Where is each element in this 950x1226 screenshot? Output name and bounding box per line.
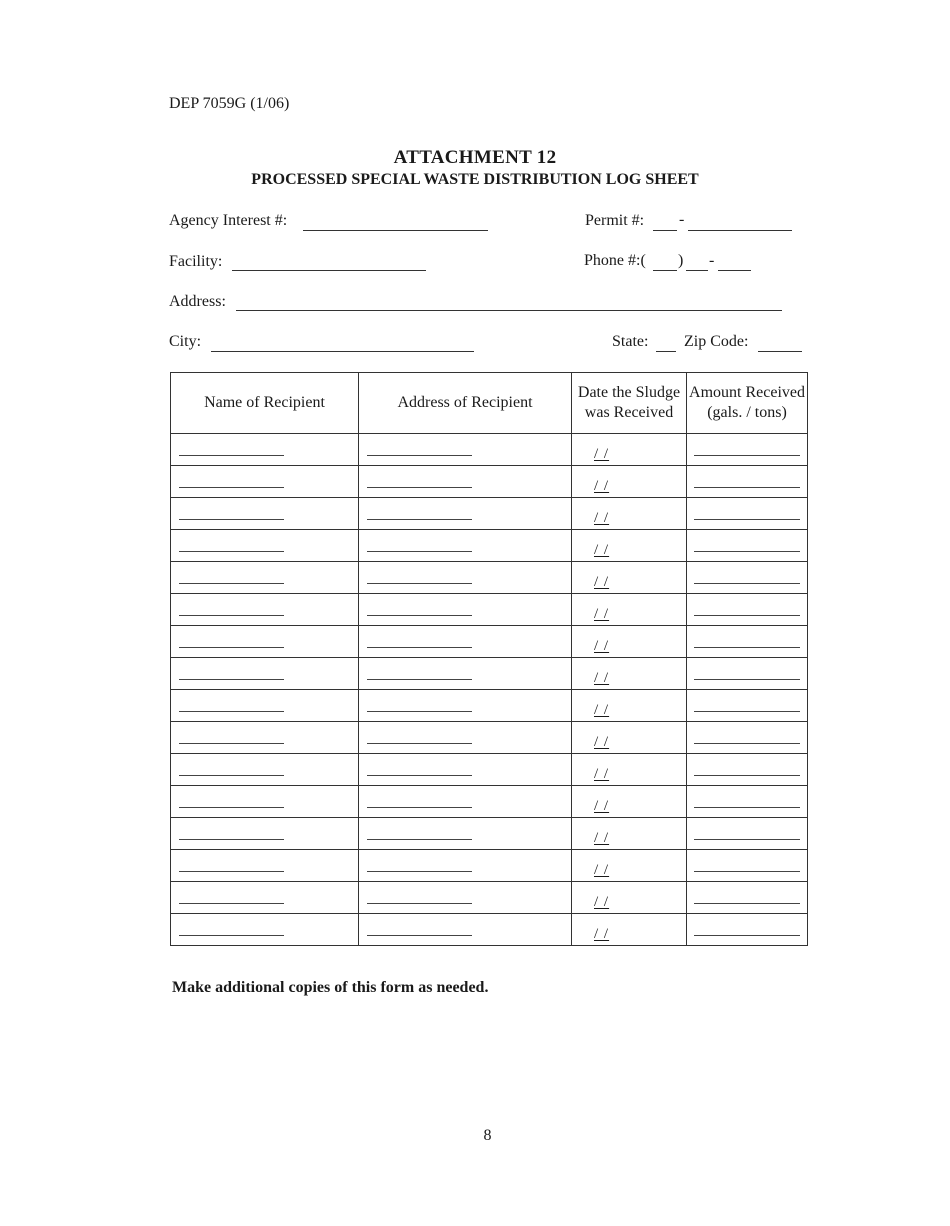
zip-field[interactable] — [758, 351, 802, 352]
date-template: / / — [594, 478, 610, 494]
date-received-cell[interactable] — [572, 850, 687, 882]
recipient-name-cell[interactable] — [171, 690, 359, 722]
recipient-name-blank — [179, 487, 284, 488]
recipient-name-blank — [179, 519, 284, 520]
table-row — [171, 498, 808, 530]
recipient-name-blank — [179, 935, 284, 936]
recipient-name-blank — [179, 743, 284, 744]
recipient-name-cell[interactable] — [171, 626, 359, 658]
recipient-address-cell[interactable] — [359, 658, 572, 690]
recipient-address-blank — [367, 711, 472, 712]
recipient-name-cell[interactable] — [171, 434, 359, 466]
date-template: / / — [594, 862, 610, 878]
recipient-address-blank — [367, 647, 472, 648]
distribution-log-table — [170, 372, 808, 946]
zip-label: Zip Code: — [684, 333, 749, 350]
recipient-name-blank — [179, 775, 284, 776]
recipient-address-cell[interactable] — [359, 594, 572, 626]
recipient-address-blank — [367, 743, 472, 744]
date-received-cell[interactable] — [572, 786, 687, 818]
table-row — [171, 850, 808, 882]
date-template: / / — [594, 734, 610, 750]
date-received-cell[interactable] — [572, 914, 687, 946]
amount-received-cell[interactable] — [687, 466, 808, 498]
recipient-name-cell[interactable] — [171, 882, 359, 914]
table-row — [171, 562, 808, 594]
recipient-name-cell[interactable] — [171, 754, 359, 786]
amount-received-cell[interactable] — [687, 850, 808, 882]
recipient-address-blank — [367, 551, 472, 552]
recipient-address-cell[interactable] — [359, 466, 572, 498]
header-amount-received: Amount Received (gals. / tons) — [687, 373, 808, 434]
recipient-name-cell[interactable] — [171, 562, 359, 594]
recipient-address-blank — [367, 615, 472, 616]
date-template: / / — [594, 606, 610, 622]
amount-received-blank — [694, 775, 800, 776]
amount-received-cell[interactable] — [687, 786, 808, 818]
recipient-name-blank — [179, 551, 284, 552]
permit-dash: - — [679, 211, 685, 228]
date-received-cell[interactable] — [572, 818, 687, 850]
amount-received-blank — [694, 455, 800, 456]
facility-field[interactable] — [232, 270, 426, 271]
recipient-address-cell[interactable] — [359, 754, 572, 786]
amount-received-cell[interactable] — [687, 914, 808, 946]
date-received-cell[interactable] — [572, 530, 687, 562]
header-recipient-address: Address of Recipient — [359, 373, 572, 434]
table-row — [171, 658, 808, 690]
state-field[interactable] — [656, 351, 676, 352]
amount-received-blank — [694, 519, 800, 520]
recipient-name-blank — [179, 679, 284, 680]
recipient-address-cell[interactable] — [359, 914, 572, 946]
amount-received-cell[interactable] — [687, 754, 808, 786]
recipient-name-blank — [179, 839, 284, 840]
permit-field-part1[interactable] — [653, 230, 677, 231]
recipient-name-cell[interactable] — [171, 914, 359, 946]
recipient-address-blank — [367, 519, 472, 520]
facility-label: Facility: — [169, 253, 223, 270]
table-row — [171, 626, 808, 658]
date-received-cell[interactable] — [572, 690, 687, 722]
phone-dash: - — [709, 252, 715, 269]
amount-received-blank — [694, 487, 800, 488]
header-date-received: Date the Sludge was Received — [572, 373, 687, 434]
phone-prefix-field[interactable] — [686, 270, 708, 271]
recipient-address-blank — [367, 903, 472, 904]
log-rows — [171, 434, 808, 946]
recipient-address-cell[interactable] — [359, 850, 572, 882]
date-received-cell[interactable] — [572, 626, 687, 658]
amount-received-cell[interactable] — [687, 530, 808, 562]
recipient-address-blank — [367, 935, 472, 936]
date-template: / / — [594, 670, 610, 686]
recipient-name-blank — [179, 807, 284, 808]
recipient-address-cell[interactable] — [359, 498, 572, 530]
table-row — [171, 594, 808, 626]
amount-received-cell[interactable] — [687, 562, 808, 594]
date-template: / / — [594, 830, 610, 846]
recipient-name-cell[interactable] — [171, 658, 359, 690]
amount-received-blank — [694, 583, 800, 584]
amount-received-cell[interactable] — [687, 658, 808, 690]
recipient-address-cell[interactable] — [359, 722, 572, 754]
amount-received-blank — [694, 743, 800, 744]
recipient-address-cell[interactable] — [359, 434, 572, 466]
amount-received-blank — [694, 679, 800, 680]
recipient-address-blank — [367, 487, 472, 488]
recipient-address-cell[interactable] — [359, 786, 572, 818]
recipient-name-cell[interactable] — [171, 818, 359, 850]
amount-received-blank — [694, 871, 800, 872]
date-received-cell[interactable] — [572, 594, 687, 626]
recipient-address-cell[interactable] — [359, 530, 572, 562]
amount-received-blank — [694, 839, 800, 840]
date-received-cell[interactable] — [572, 754, 687, 786]
recipient-address-blank — [367, 807, 472, 808]
date-template: / / — [594, 766, 610, 782]
recipient-name-blank — [179, 871, 284, 872]
page-subtitle: PROCESSED SPECIAL WASTE DISTRIBUTION LOG SHEET — [251, 171, 699, 188]
recipient-name-blank — [179, 711, 284, 712]
amount-received-blank — [694, 711, 800, 712]
amount-received-cell[interactable] — [687, 722, 808, 754]
amount-received-cell[interactable] — [687, 818, 808, 850]
date-received-cell[interactable] — [572, 882, 687, 914]
recipient-name-cell[interactable] — [171, 786, 359, 818]
recipient-address-blank — [367, 679, 472, 680]
city-field[interactable] — [211, 351, 474, 352]
permit-field-part2[interactable] — [688, 230, 792, 231]
page-title: ATTACHMENT 12 — [393, 147, 557, 168]
date-received-cell[interactable] — [572, 722, 687, 754]
date-template: / / — [594, 894, 610, 910]
table-row — [171, 882, 808, 914]
agency-interest-label: Agency Interest #: — [169, 212, 288, 229]
amount-received-blank — [694, 551, 800, 552]
footer-note: Make additional copies of this form as needed. — [172, 979, 489, 996]
amount-received-cell[interactable] — [687, 690, 808, 722]
agency-interest-field[interactable] — [303, 230, 488, 231]
city-label: City: — [169, 333, 202, 350]
table-row — [171, 914, 808, 946]
address-label: Address: — [169, 293, 226, 310]
table-row — [171, 466, 808, 498]
amount-received-cell[interactable] — [687, 882, 808, 914]
date-template: / / — [594, 926, 610, 942]
date-template: / / — [594, 446, 610, 462]
recipient-address-blank — [367, 839, 472, 840]
recipient-name-cell[interactable] — [171, 466, 359, 498]
amount-received-cell[interactable] — [687, 594, 808, 626]
recipient-name-blank — [179, 583, 284, 584]
recipient-address-blank — [367, 583, 472, 584]
recipient-address-blank — [367, 871, 472, 872]
recipient-address-cell[interactable] — [359, 882, 572, 914]
recipient-name-blank — [179, 903, 284, 904]
recipient-address-cell[interactable] — [359, 626, 572, 658]
table-row — [171, 434, 808, 466]
date-template: / / — [594, 638, 610, 654]
date-template: / / — [594, 798, 610, 814]
table-row — [171, 818, 808, 850]
amount-received-cell[interactable] — [687, 498, 808, 530]
phone-area-code-field[interactable] — [653, 270, 677, 271]
amount-received-blank — [694, 647, 800, 648]
state-label: State: — [612, 333, 649, 350]
date-template: / / — [594, 574, 610, 590]
amount-received-cell[interactable] — [687, 434, 808, 466]
table-header-row — [171, 373, 808, 434]
table-row — [171, 690, 808, 722]
page-number: 8 — [483, 1127, 492, 1144]
amount-received-blank — [694, 935, 800, 936]
recipient-name-cell[interactable] — [171, 594, 359, 626]
recipient-name-cell[interactable] — [171, 722, 359, 754]
recipient-name-cell[interactable] — [171, 530, 359, 562]
recipient-address-cell[interactable] — [359, 690, 572, 722]
date-received-cell[interactable] — [572, 434, 687, 466]
date-template: / / — [594, 510, 610, 526]
recipient-name-cell[interactable] — [171, 498, 359, 530]
header-recipient-name: Name of Recipient — [171, 373, 359, 434]
amount-received-blank — [694, 615, 800, 616]
date-received-cell[interactable] — [572, 562, 687, 594]
table-row — [171, 722, 808, 754]
amount-received-blank — [694, 807, 800, 808]
date-template: / / — [594, 702, 610, 718]
date-received-cell[interactable] — [572, 658, 687, 690]
recipient-address-cell[interactable] — [359, 562, 572, 594]
amount-received-blank — [694, 903, 800, 904]
table-row — [171, 530, 808, 562]
table-row — [171, 786, 808, 818]
table-row — [171, 754, 808, 786]
recipient-name-blank — [179, 615, 284, 616]
phone-line-field[interactable] — [718, 270, 751, 271]
date-received-cell[interactable] — [572, 466, 687, 498]
address-field[interactable] — [236, 310, 782, 311]
recipient-address-cell[interactable] — [359, 818, 572, 850]
recipient-address-blank — [367, 775, 472, 776]
form-id: DEP 7059G (1/06) — [169, 95, 290, 112]
recipient-name-blank — [179, 647, 284, 648]
date-received-cell[interactable] — [572, 498, 687, 530]
recipient-name-blank — [179, 455, 284, 456]
permit-label: Permit #: — [585, 212, 645, 229]
phone-paren-close: ) — [678, 252, 684, 269]
recipient-name-cell[interactable] — [171, 850, 359, 882]
phone-label: Phone #:( — [584, 252, 646, 269]
date-template: / / — [594, 542, 610, 558]
recipient-address-blank — [367, 455, 472, 456]
amount-received-cell[interactable] — [687, 626, 808, 658]
